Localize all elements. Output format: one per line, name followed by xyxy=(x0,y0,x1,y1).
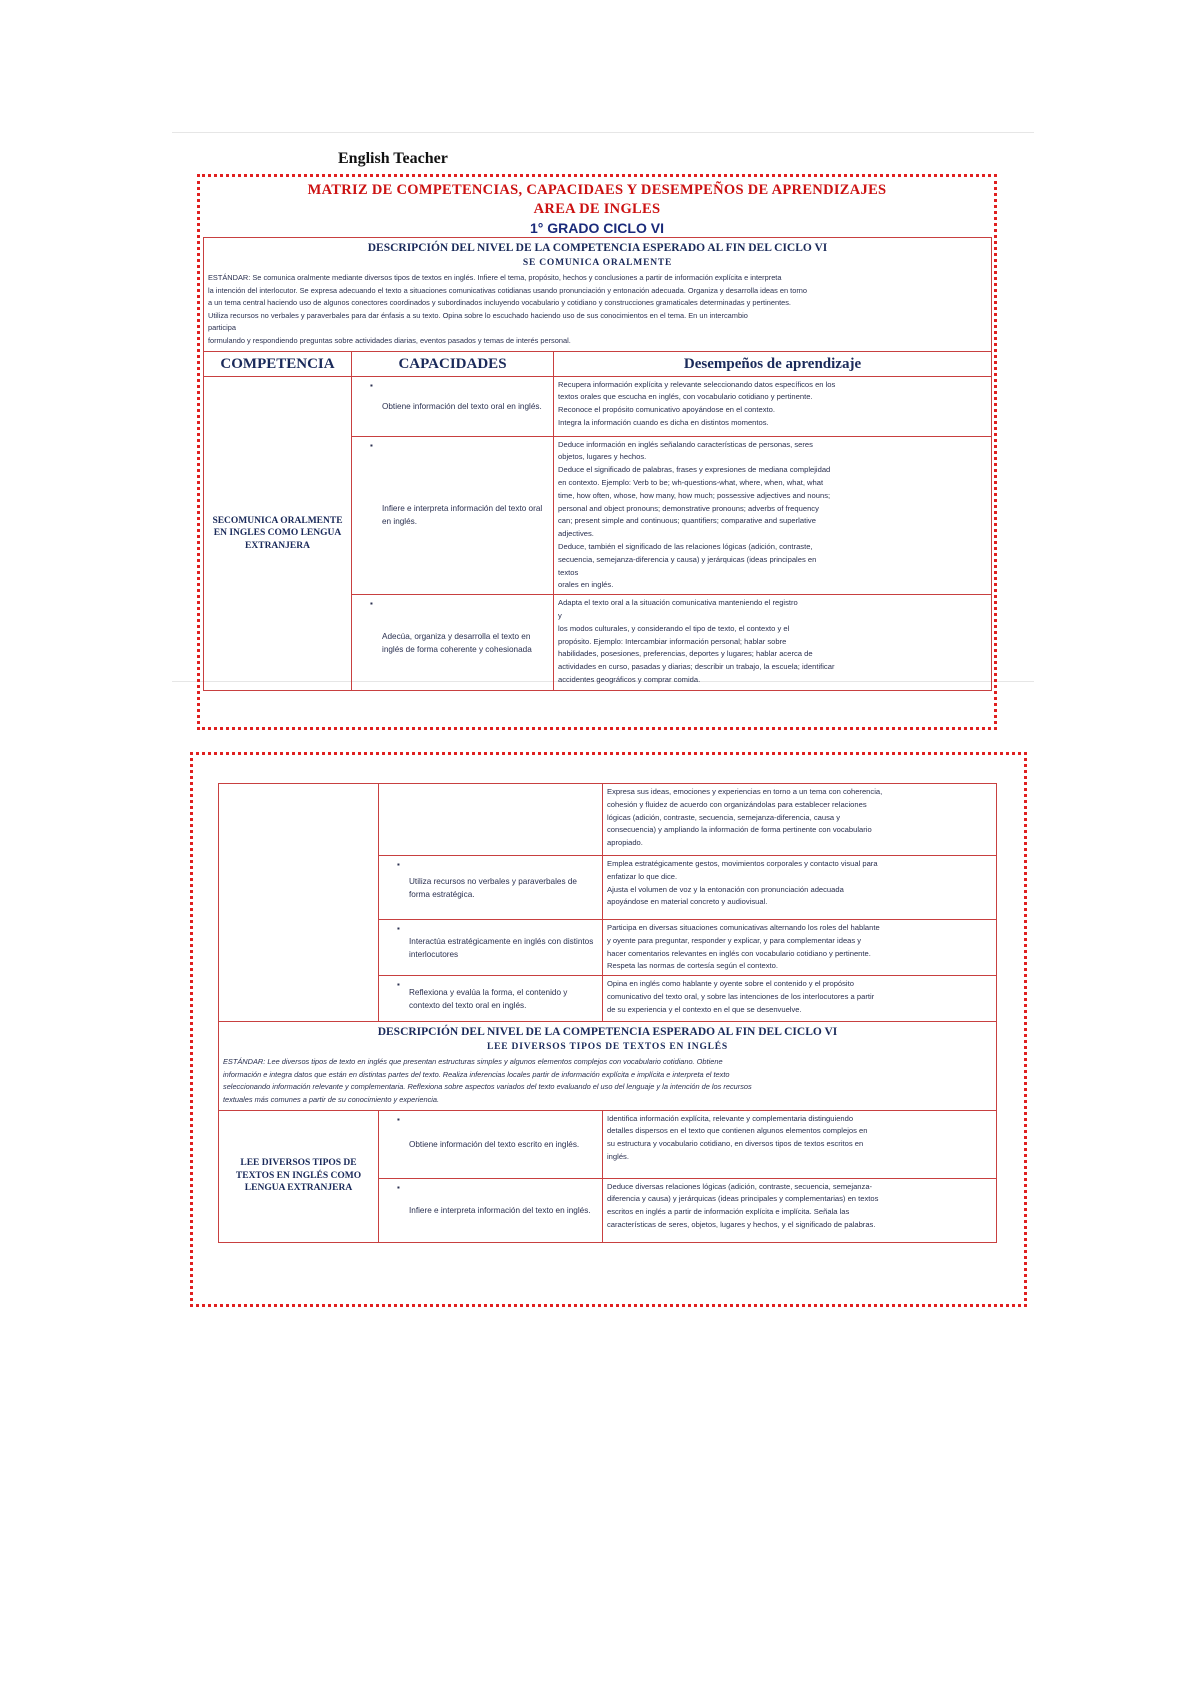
desempeno-line: Integra la información cuando es dicha en distintos momentos. xyxy=(558,417,769,427)
desempeno-line: apoyándose en material concreto y audiovisual. xyxy=(607,897,768,907)
desempenos-cell xyxy=(603,1178,997,1242)
desempeno-line: Deduce el significado de palabras, frases y expresiones de mediana complejidad xyxy=(558,465,831,475)
competencia-cell: SECOMUNICA ORALMENTE EN INGLES COMO LENGUA EXTRANJERA xyxy=(204,376,352,691)
desempeno-line: Reconoce el propósito comunicativo apoyándose en el contexto. xyxy=(558,405,775,415)
standard-line: a un tema central haciendo uso de algunos conectores coordinados y subordinados incluyendo vocabulario y cotidiano y construcciones gramaticales determinadas y pertinentes. xyxy=(208,298,791,308)
desempeno-line: can; present simple and continuous; quantifiers; comparative and superlative xyxy=(558,516,816,526)
bullet-icon: ▪ xyxy=(397,860,400,869)
standard-description-cell xyxy=(219,1022,997,1110)
bullet-icon: ▪ xyxy=(370,440,373,450)
desempeno-line: y xyxy=(558,610,562,620)
page-header: English Teacher xyxy=(338,150,448,167)
capacidad-text: Obtiene información del texto oral en inglés. xyxy=(382,401,542,411)
standard-line: Utiliza recursos no verbales y paraverbales para dar énfasis a su texto. Opina sobre lo escuchado haciendo uso de sus conocimientos en el tema. En un intercambio xyxy=(208,310,748,320)
desempeno-line: propósito. Ejemplo: Intercambiar información personal; hablar sobre xyxy=(558,636,787,646)
desempeno-line: Ajusta el volumen de voz y la entonación con pronunciación adecuada xyxy=(607,884,844,894)
page-1-border-frame xyxy=(197,174,997,730)
desempeno-line: actividades en curso, pasadas y diarias; describir un trabajo, la escuela; identificar xyxy=(558,662,835,672)
desempenos-cell xyxy=(554,595,992,691)
capacidad-text: Infiere e interpreta información del texto en inglés. xyxy=(409,1205,591,1215)
standard-line: textuales más comunes a partir de su conocimiento y experiencia. xyxy=(223,1094,440,1104)
desempenos-cell xyxy=(603,856,997,920)
desempeno-line: inglés. xyxy=(607,1151,629,1161)
desempeno-line: hacer comentarios relevantes en inglés con vocabulario cotidiano y pertinente. xyxy=(607,948,871,958)
page-1-top-edge xyxy=(172,132,1034,133)
capacidad-text: Obtiene información del texto escrito en inglés. xyxy=(409,1139,580,1149)
column-header-competencia: COMPETENCIA xyxy=(204,351,352,376)
area-title: AREA DE INGLES xyxy=(533,201,661,217)
desempeno-line: cohesión y fluidez de acuerdo con organizándolas para establecer relaciones xyxy=(607,799,867,809)
desempeno-line: características de seres, objetos, lugares y hechos, y el significado de palabras. xyxy=(607,1219,876,1229)
desempeno-line: Opina en inglés como hablante y oyente sobre el contenido y el propósito xyxy=(607,979,854,989)
desempeno-line: en contexto. Ejemplo: Verb to be; wh-questions-what, where, when, what, what xyxy=(558,477,824,487)
desempenos-cell xyxy=(603,920,997,976)
capacidad-cell-empty xyxy=(379,784,603,856)
capacidad-cell xyxy=(352,376,554,436)
desempenos-cell xyxy=(603,784,997,856)
desempeno-line: adjectives. xyxy=(558,529,594,539)
standard-line: seleccionando información relevante y complementaria. Reflexiona sobre aspectos variados del texto evaluando el uso del lenguaje y la intención de los recursos xyxy=(223,1082,752,1092)
standard-line: ESTÁNDAR: Lee diversos tipos de texto en inglés que presentan estructuras simples y algunos elementos complejos con vocabulario cotidiano. Obtiene xyxy=(223,1057,723,1067)
standard-line: participa xyxy=(208,323,236,333)
desempeno-line: Adapta el texto oral a la situación comunicativa manteniendo el registro xyxy=(558,598,798,608)
standard-line: formulando y respondiendo preguntas sobre actividades diarias, eventos pasados y temas de interés personal. xyxy=(208,335,571,345)
standard-line: ESTÁNDAR: Se comunica oralmente mediante diversos tipos de textos en inglés. Infiere el tema, propósito, hechos y conclusiones a partir de información explícita e interpreta xyxy=(208,273,782,282)
desempeno-line: Respeta las normas de cortesía según el contexto. xyxy=(607,961,778,971)
bullet-icon: ▪ xyxy=(370,599,373,609)
desempeno-line: enfatizar lo que dice. xyxy=(607,871,678,881)
desempeno-line: apropiado. xyxy=(607,838,643,848)
desempenos-cell xyxy=(603,1110,997,1178)
bullet-icon: ▪ xyxy=(397,1182,400,1192)
bullet-icon: ▪ xyxy=(397,1114,400,1124)
document-title: MATRIZ DE COMPETENCIAS, CAPACIDAES Y DESEMPEÑOS DE APRENDIZAJES xyxy=(307,182,887,198)
standard-text xyxy=(223,1056,992,1106)
desempeno-line: time, how often, whose, how many, how much; possessive adjectives and nouns; xyxy=(558,490,831,500)
description-subheading: SE COMUNICA ORALMENTE xyxy=(522,258,673,268)
desempenos-cell xyxy=(554,436,992,595)
capacidad-cell xyxy=(379,856,603,920)
desempeno-line: y oyente para preguntar, responder y explicar, y para complementar ideas y xyxy=(607,935,862,945)
desempeno-line: Recupera información explícita y relevante seleccionando datos específicos en los xyxy=(558,379,836,389)
desempeno-line: Emplea estratégicamente gestos, movimientos corporales y contacto visual para xyxy=(607,859,878,868)
desempeno-line: Identifica información explícita, relevante y complementaria distinguiendo xyxy=(607,1113,854,1123)
capacidad-cell xyxy=(379,976,603,1022)
capacidad-cell xyxy=(379,1110,603,1178)
desempeno-line: secuencia, semejanza-diferencia y causa) y jerárquicas (ideas principales en xyxy=(558,554,817,564)
capacidad-cell xyxy=(379,1178,603,1242)
desempeno-line: lógicas (adición, contraste, secuencia, semejanza-diferencia, causa y xyxy=(607,812,840,822)
desempeno-line: Deduce, también el significado de las relaciones lógicas (adición, contraste, xyxy=(558,541,813,551)
standard-description-cell xyxy=(204,238,992,352)
desempeno-line: diferencia y causa) y jerárquicas (ideas principales y complementarias) en textos xyxy=(607,1194,879,1204)
description-heading: DESCRIPCIÓN DEL NIVEL DE LA COMPETENCIA ESPERADO AL FIN DEL CICLO VI xyxy=(367,242,828,254)
desempeno-line: textos xyxy=(558,567,579,577)
desempeno-line: de su experiencia y el contexto en el que se desenvuelve. xyxy=(607,1004,802,1014)
capacidad-text: Interactúa estratégicamente en inglés con distintos interlocutores xyxy=(409,936,594,959)
bullet-icon: ▪ xyxy=(397,980,400,990)
desempeno-line: detalles dispersos en el texto que contienen algunos elementos complejos en xyxy=(607,1126,868,1136)
desempeno-line: objetos, lugares y hechos. xyxy=(558,452,647,462)
description-subheading: LEE DIVERSOS TIPOS DE TEXTOS EN INGLÉS xyxy=(486,1042,729,1053)
capacidad-cell xyxy=(352,595,554,691)
column-header-desempenos: Desempeños de aprendizaje xyxy=(554,351,992,376)
desempeno-line: Participa en diversas situaciones comunicativas alternando los roles del hablante xyxy=(607,923,880,932)
desempenos-cell xyxy=(554,376,992,436)
desempenos-cell xyxy=(603,976,997,1022)
desempeno-line: escritos en inglés a partir de información explícita e implícita. Señala las xyxy=(607,1207,850,1217)
desempeno-line: comunicativo del texto oral, y sobre las intenciones de los interlocutores a partir xyxy=(607,991,875,1001)
desempeno-line: habilidades, posesiones, preferencias, deportes y lugares; hablar acerca de xyxy=(558,649,813,659)
column-header-capacidades: CAPACIDADES xyxy=(352,351,554,376)
desempeno-line: Expresa sus ideas, emociones y experiencias en torno a un tema con coherencia, xyxy=(607,787,883,796)
capacidad-cell xyxy=(352,436,554,595)
capacidad-text: Reflexiona y evalúa la forma, el contenido y contexto del texto oral en inglés. xyxy=(409,987,568,1010)
standard-text xyxy=(208,272,987,348)
competencia-cell: LEE DIVERSOS TIPOS DE TEXTOS EN INGLÉS COMO LENGUA EXTRANJERA xyxy=(219,1110,379,1242)
page-2-border-frame xyxy=(190,752,1027,1307)
desempeno-line: su estructura y vocabulario cotidiano, en diversos tipos de textos escritos en xyxy=(607,1139,864,1149)
bullet-icon: ▪ xyxy=(397,924,400,933)
desempeno-line: accidentes geográficos y comprar comida. xyxy=(558,674,701,684)
desempeno-line: Deduce información en inglés señalando características de personas, seres xyxy=(558,439,813,449)
desempeno-line: consecuencia) y ampliando la información de forma pertinente con vocabulario xyxy=(607,825,872,835)
competencia-cell-continued xyxy=(219,784,379,1022)
capacidad-text: Adecúa, organiza y desarrolla el texto en inglés de forma coherente y cohesionada xyxy=(382,631,532,654)
desempeno-line: los modos culturales, y considerando el tipo de texto, el contexto y el xyxy=(558,623,790,633)
desempeno-line: orales en inglés. xyxy=(558,580,614,590)
capacidad-cell xyxy=(379,920,603,976)
desempeno-line: Deduce diversas relaciones lógicas (adición, contraste, secuencia, semejanza- xyxy=(607,1181,873,1191)
standard-line: la intención del interlocutor. Se expresa adecuando el texto a situaciones comunicativas cotidianas usando pronunciación y entonación adecuada. Organiza y desarrolla ideas en torno xyxy=(208,285,808,295)
capacidad-text: Infiere e interpreta información del texto oral en inglés. xyxy=(382,504,543,527)
capacidad-text: Utiliza recursos no verbales y paraverbales de forma estratégica. xyxy=(409,876,577,899)
grade-cycle: 1° GRADO CICLO VI xyxy=(530,220,664,236)
standard-line: información e integra datos que están en distintas partes del texto. Realiza inferencias locales partir de información explícita e implícita e interpreta el texto xyxy=(223,1069,730,1079)
competency-matrix-page-1 xyxy=(203,237,992,691)
bullet-icon: ▪ xyxy=(370,380,373,390)
competency-matrix-page-2 xyxy=(218,783,997,1243)
desempeno-line: personal and object pronouns; demonstrative pronouns; adverbs of frequency xyxy=(558,503,819,513)
description-heading: DESCRIPCIÓN DEL NIVEL DE LA COMPETENCIA ESPERADO AL FIN DEL CICLO VI xyxy=(377,1026,838,1039)
title-block xyxy=(200,181,994,238)
desempeno-line: textos orales que escucha en inglés, con vocabulario cotidiano y pertinente. xyxy=(558,392,813,402)
